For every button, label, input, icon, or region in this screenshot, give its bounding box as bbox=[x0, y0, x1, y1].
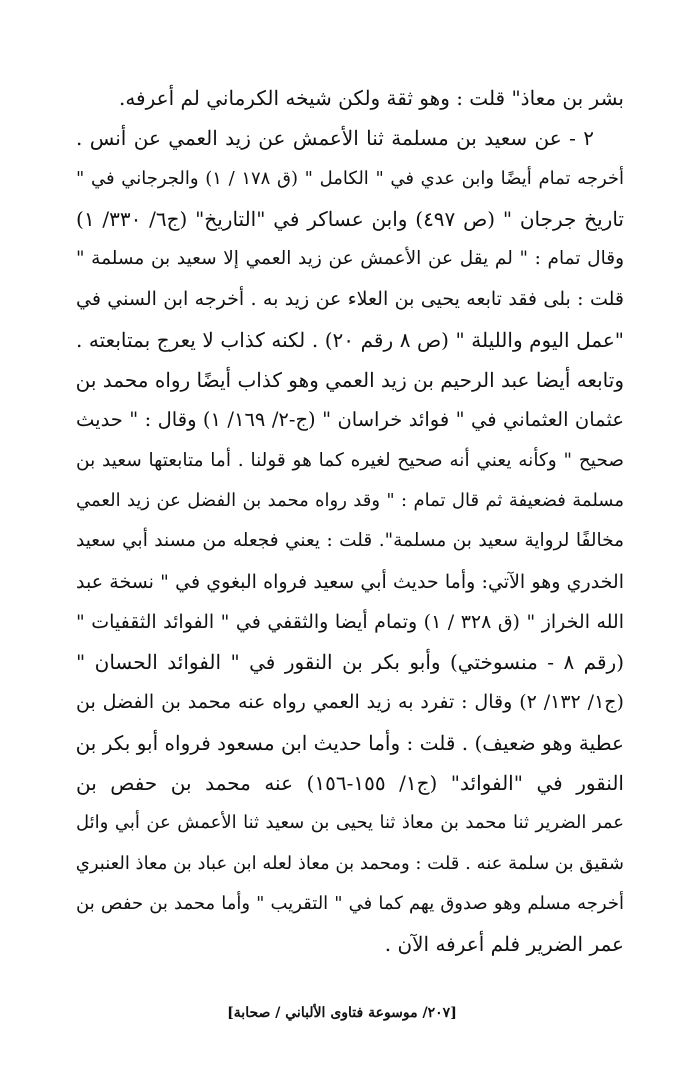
text-line-10: صحيح " وكأنه يعني أنه صحيح لغيره كما هو قولنا . أما متابعتها سعيد بن bbox=[76, 449, 624, 471]
text-line-19: عمر الضرير ثنا محمد بن معاذ ثنا يحيى بن سعيد ثنا الأعمش عن أبي وائل bbox=[76, 812, 624, 834]
text-line-6: قلت : بلى فقد تابعه يحيى بن العلاء عن زيد به . أخرجه ابن السني في bbox=[76, 288, 624, 311]
text-line-13: الخدري وهو الآتي: وأما حديث أبي سعيد فرواه البغوي في " نسخة عبد bbox=[76, 570, 624, 593]
text-line-3: أخرجه تمام أيضًا وابن عدي في " الكامل " (ق ١٧٨ / ١) والجرجاني في " bbox=[76, 167, 624, 189]
page-footer: [٢٠٧/ موسوعة فتاوى الألباني / صحابة] bbox=[227, 1005, 457, 1021]
text-line-15: (رقم ٨ - منسوختي) وأبو بكر بن النقور في " الفوائد الحسان " bbox=[76, 650, 624, 675]
body-text bbox=[76, 78, 624, 965]
text-line-1: بشر بن معاذ" قلت : وهو ثقة ولكن شيخه الكرماني لم أعرفه. bbox=[118, 86, 624, 110]
text-line-16: (ج١/ ١٣٢/ ٢) وقال : تفرد به زيد العمي رواه عنه محمد بن الفضل بن bbox=[76, 691, 624, 714]
text-line-9: عثمان العثماني في " فوائد خراسان " (ج-٢/ ١٦٩/ ١) وقال : " حديث bbox=[76, 408, 624, 432]
text-line-5: وقال تمام : " لم يقل عن الأعمش عن زيد العمي إلا سعيد بن مسلمة " bbox=[76, 248, 624, 270]
text-line-14: الله الخراز " (ق ٣٢٨ / ١) وتمام أيضا والثقفي في " الفوائد الثقفيات " bbox=[76, 610, 625, 633]
text-line-17: عطية وهو ضعيف) . قلت : وأما حديث ابن مسعود فرواه أبو بكر بن bbox=[75, 730, 624, 755]
text-line-12: مخالفًا لرواية سعيد بن مسلمة". قلت : يعني فجعله من مسند أبي سعيد bbox=[76, 530, 624, 552]
text-line-20: شقيق بن سلمة عنه . قلت : ومحمد بن معاذ لعله ابن عباد بن معاذ العنبري bbox=[75, 852, 624, 874]
text-line-7: "عمل اليوم والليلة " (ص ٨ رقم ٢٠) . لكنه كذاب لا يعرج بمتابعته . bbox=[76, 327, 624, 352]
text-line-22: عمر الضرير فلم أعرفه الآن . bbox=[384, 932, 624, 957]
text-line-18: النقور في "الفوائد" (ج١/ ١٥٥-١٥٦) عنه محمد بن حفص بن bbox=[76, 771, 624, 796]
text-line-4: تاريخ جرجان " (ص ٤٩٧) وابن عساكر في "التاريخ" (ج٦/ ٣٣٠/ ١) bbox=[76, 206, 624, 231]
text-line-8: وتابعه أيضا عبد الرحيم بن زيد العمي وهو كذاب أيضًا رواه محمد بن bbox=[75, 368, 624, 393]
text-line-2: ٢ - عن سعيد بن مسلمة ثنا الأعمش عن زيد العمي عن أنس . bbox=[76, 126, 594, 151]
text-line-21: أخرجه مسلم وهو صدوق يهم كما في " التقريب " وأما محمد بن حفص بن bbox=[76, 892, 624, 914]
text-line-11: مسلمة فضعيفة ثم قال تمام : " وقد رواه محمد بن الفضل عن زيد العمي bbox=[76, 489, 624, 511]
